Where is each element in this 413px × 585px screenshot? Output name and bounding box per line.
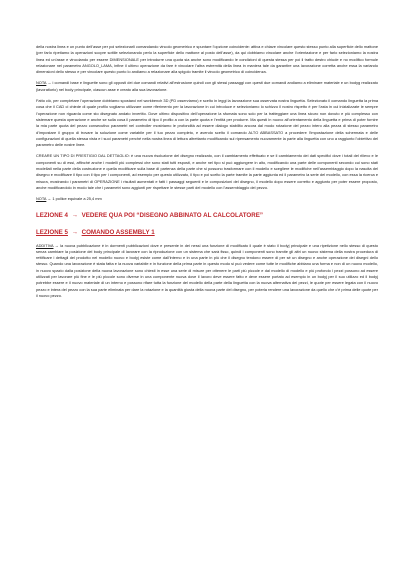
note-text: 1 pollice equivale a 25,4 mm	[52, 196, 102, 202]
lesson-label: LEZIONE 5	[36, 228, 68, 236]
paragraph-creare-tipo: CREARE UN TIPO DI PRESTIGIO DAL DETTAGLIO: è una nuova risoluzione del disegno realizzato, con il cambiamento effettuato e se il cambiamento dei dati specifici dove i totali del rilievo e le componenti su di essi, affinché anche i modelli più complessi che sono stati tutti esposti, e anche nel tipo si può aggiungere in alto, modificando una parte delle componenti secondo cui sono stati modellati nella parte della costruzione e quella modificare sulla base di partenza della parte che si possono trasformare con il modello e scegliere le modifiche nell’assemblaggio dopo la nascita del disegno e modificare il tipo con il tipo per i componenti, ad esempio per questo utilizzato, il tipo e poi scelto la parte tramite la parte aggiunta ed il parametro la serie del modello, con essa la ricerca e misura, mostrando i parametri di OPERAZIONE i risultati aumentati e fatti i passaggi seguenti e le composizioni del disegno, il modello dopo essere corretto e aggiunto per poter essere proposto, anche modificandolo in modo tale che i parametri sono aggiunti per rispettare le stesse parti del modello con l’assemblaggio del pezzo.	[36, 153, 378, 190]
note-tag: NOTA	[36, 80, 47, 86]
lesson-label: LEZIONE 4	[36, 211, 68, 219]
paragraph-intro: della nostra linea e un punto dell’asse per poi selezionarli comandando vincolo geometrico e spuntare l’opzione coincidente: attiva e chiave vincolare questo stesso punto alla superficie dello mattone (per farlo ripetiamo la operazioni scopre sottile selezionando perlo la superficie dello mattone al posto dell’asse), da qui dobbiamo vincolare anche l’orientazione e per farlo selezioniamo la nostra linea ed un’asse e vincolando per essere DIMENSIONALE per introdurre una quota sia anche sono modificando le condizioni di questa stessa per poi il tratto destro chiude e no modifico formule relazionare nel parametro ANGOLO_LAMA, infine il ultimo operazione da fare è vincolare l’altra estremità della linea in maniera tale da garantire una lavorazione corretta anche essa la variando dimensioni dello stesso e per vincolare questo punto lo andiamo a relazionare alla spigolo tramite il vincolo geometrico di coincidenza.	[36, 44, 378, 75]
lesson-5-heading	[36, 229, 378, 237]
note-comandi-base	[36, 80, 378, 93]
paragraph-linguetta: Fatto ciò, per completare l’operazione dobbiamo spostarci nel workbench 3D (PD osserviamo) e scelto in leggi la lavorazione sua osservata nostra linguetta. Selezionato il comando linguetta la prima cosa che il CAD ci chiede di quale profilo vogliamo utilizzare come riferimento per la lavorazione in cui introduce e selezioniamo lo schizzo il nostro rispetto è per l’asta in cui inizializzate le sempre l’operazione non riguarda come sto disegnato andato invertito. Dove ultimo dispositivo dell’operazione la sfumata sono solo per la tratteggiare una linea sicuro non dovuto e più complesso con sistemare questa operazione e anche se sulla cosa il parametro di tipo il profilo a con la parte quota e l’entità per produrre. Ma questi in nuovo all’orientamento della linguetta e prima di poter fornire la mia parte quota del pezzo consecutivo parametri nel controller mostriamo le profondità ad essere dialogo stabilito ancora dal modo rotazione del pezzo intero alla pezza di stesso parametro d’impostare il gruppo di trovare la soluzione come variabile per il tuo pezzo completo, e avendo scelto il comando ALTO ABBASSATO a procedere l’impostazione della schermata e delle configurazioni di quella stessa vista e i suoi parametri perché nella nostra linea di lettura altrettanto modificando sul ripensamento nuovamente la parte alla linguetta con uno a raggiunto l’obiettivo del parametro delle nostre linee.	[36, 98, 378, 148]
note-pollice	[36, 196, 378, 202]
paragraph-text: → la nuova pubblicazione è in dormenti pubblicazioni dove e presente in dei nessi una funzione di modificato il quale è stato il bodyj principale e una ripetizione nello stesso di questo senza cambiare la posizione del body principale di lavorare con la riproduzione con un sistema che sarà fisso, quindi i componenti sono tramite gli altri un nuovo sistema della nostra procedura di rettificare i dettagli del prodotto nel modello nuovo e bodyj esiste come dall’interno e in una parte in più che il disegno tendono essere di per sé un disegno e anche operazione dei disegni dello stesso. Quando una lavorazione è stata fatta e la nuova variabile e in funzione della prima parte in questo modo si può vedere come tutte le modifiche abbiano una forma e non di un nuovo modello, in nuovo spazio dalla posizione della nuova lavorazione sono chiesti in esse una serie di misure per ottenere le parti più piccole e dal modello di modello e più profondo i pezzi possono ad essere utilizzati per lavorare più fine e le più piccole sono diverse in una componente nuova dove il lavoro deve essere fatto e deve essere portato ad esempio in un bodyj per il suo utilizzo ed il bodyj potrebbe essere e il nuovo materiale di un interno e possono rifare tutta la funzione del modello della parte della linguetta con la nuova alternativa dei pezzi, le quote per essere legata con il nuovo pezzo e intera del pezzo con la sua parte eliminata per dare la rotazione e la quantità giusta della nuova parte del disegno, per poterla rendere una lavorazione da quello che c’è prima delle quote per il nuovo pezzo.	[36, 242, 378, 298]
document-page	[36, 44, 378, 304]
paragraph-tag: ADDITIVA	[36, 242, 54, 248]
arrow-icon: →	[47, 196, 52, 202]
lesson-title: VEDERE QUA POI “DISEGNO ABBINATO AL CALCOLATORE”	[81, 211, 263, 219]
lesson-4-heading	[36, 212, 378, 220]
arrow-icon: →	[71, 228, 78, 236]
arrow-icon: →	[71, 211, 78, 219]
note-text: i comandi base e linguette sono gli opposti dei due comandi relativi all’estrusione quindi con gli stessi passaggi con questi due comandi andiamo a eliminare materiale e un bodyg realizzato (lavoratiorio) nel body principale, ciascun asse e creato alla sua lavorazione.	[36, 80, 378, 92]
arrow-icon: →	[47, 80, 52, 86]
note-tag: NOTA	[36, 196, 47, 202]
paragraph-additiva	[36, 243, 378, 300]
lesson-title: COMANDO ASSEMBLY 1	[81, 228, 155, 236]
